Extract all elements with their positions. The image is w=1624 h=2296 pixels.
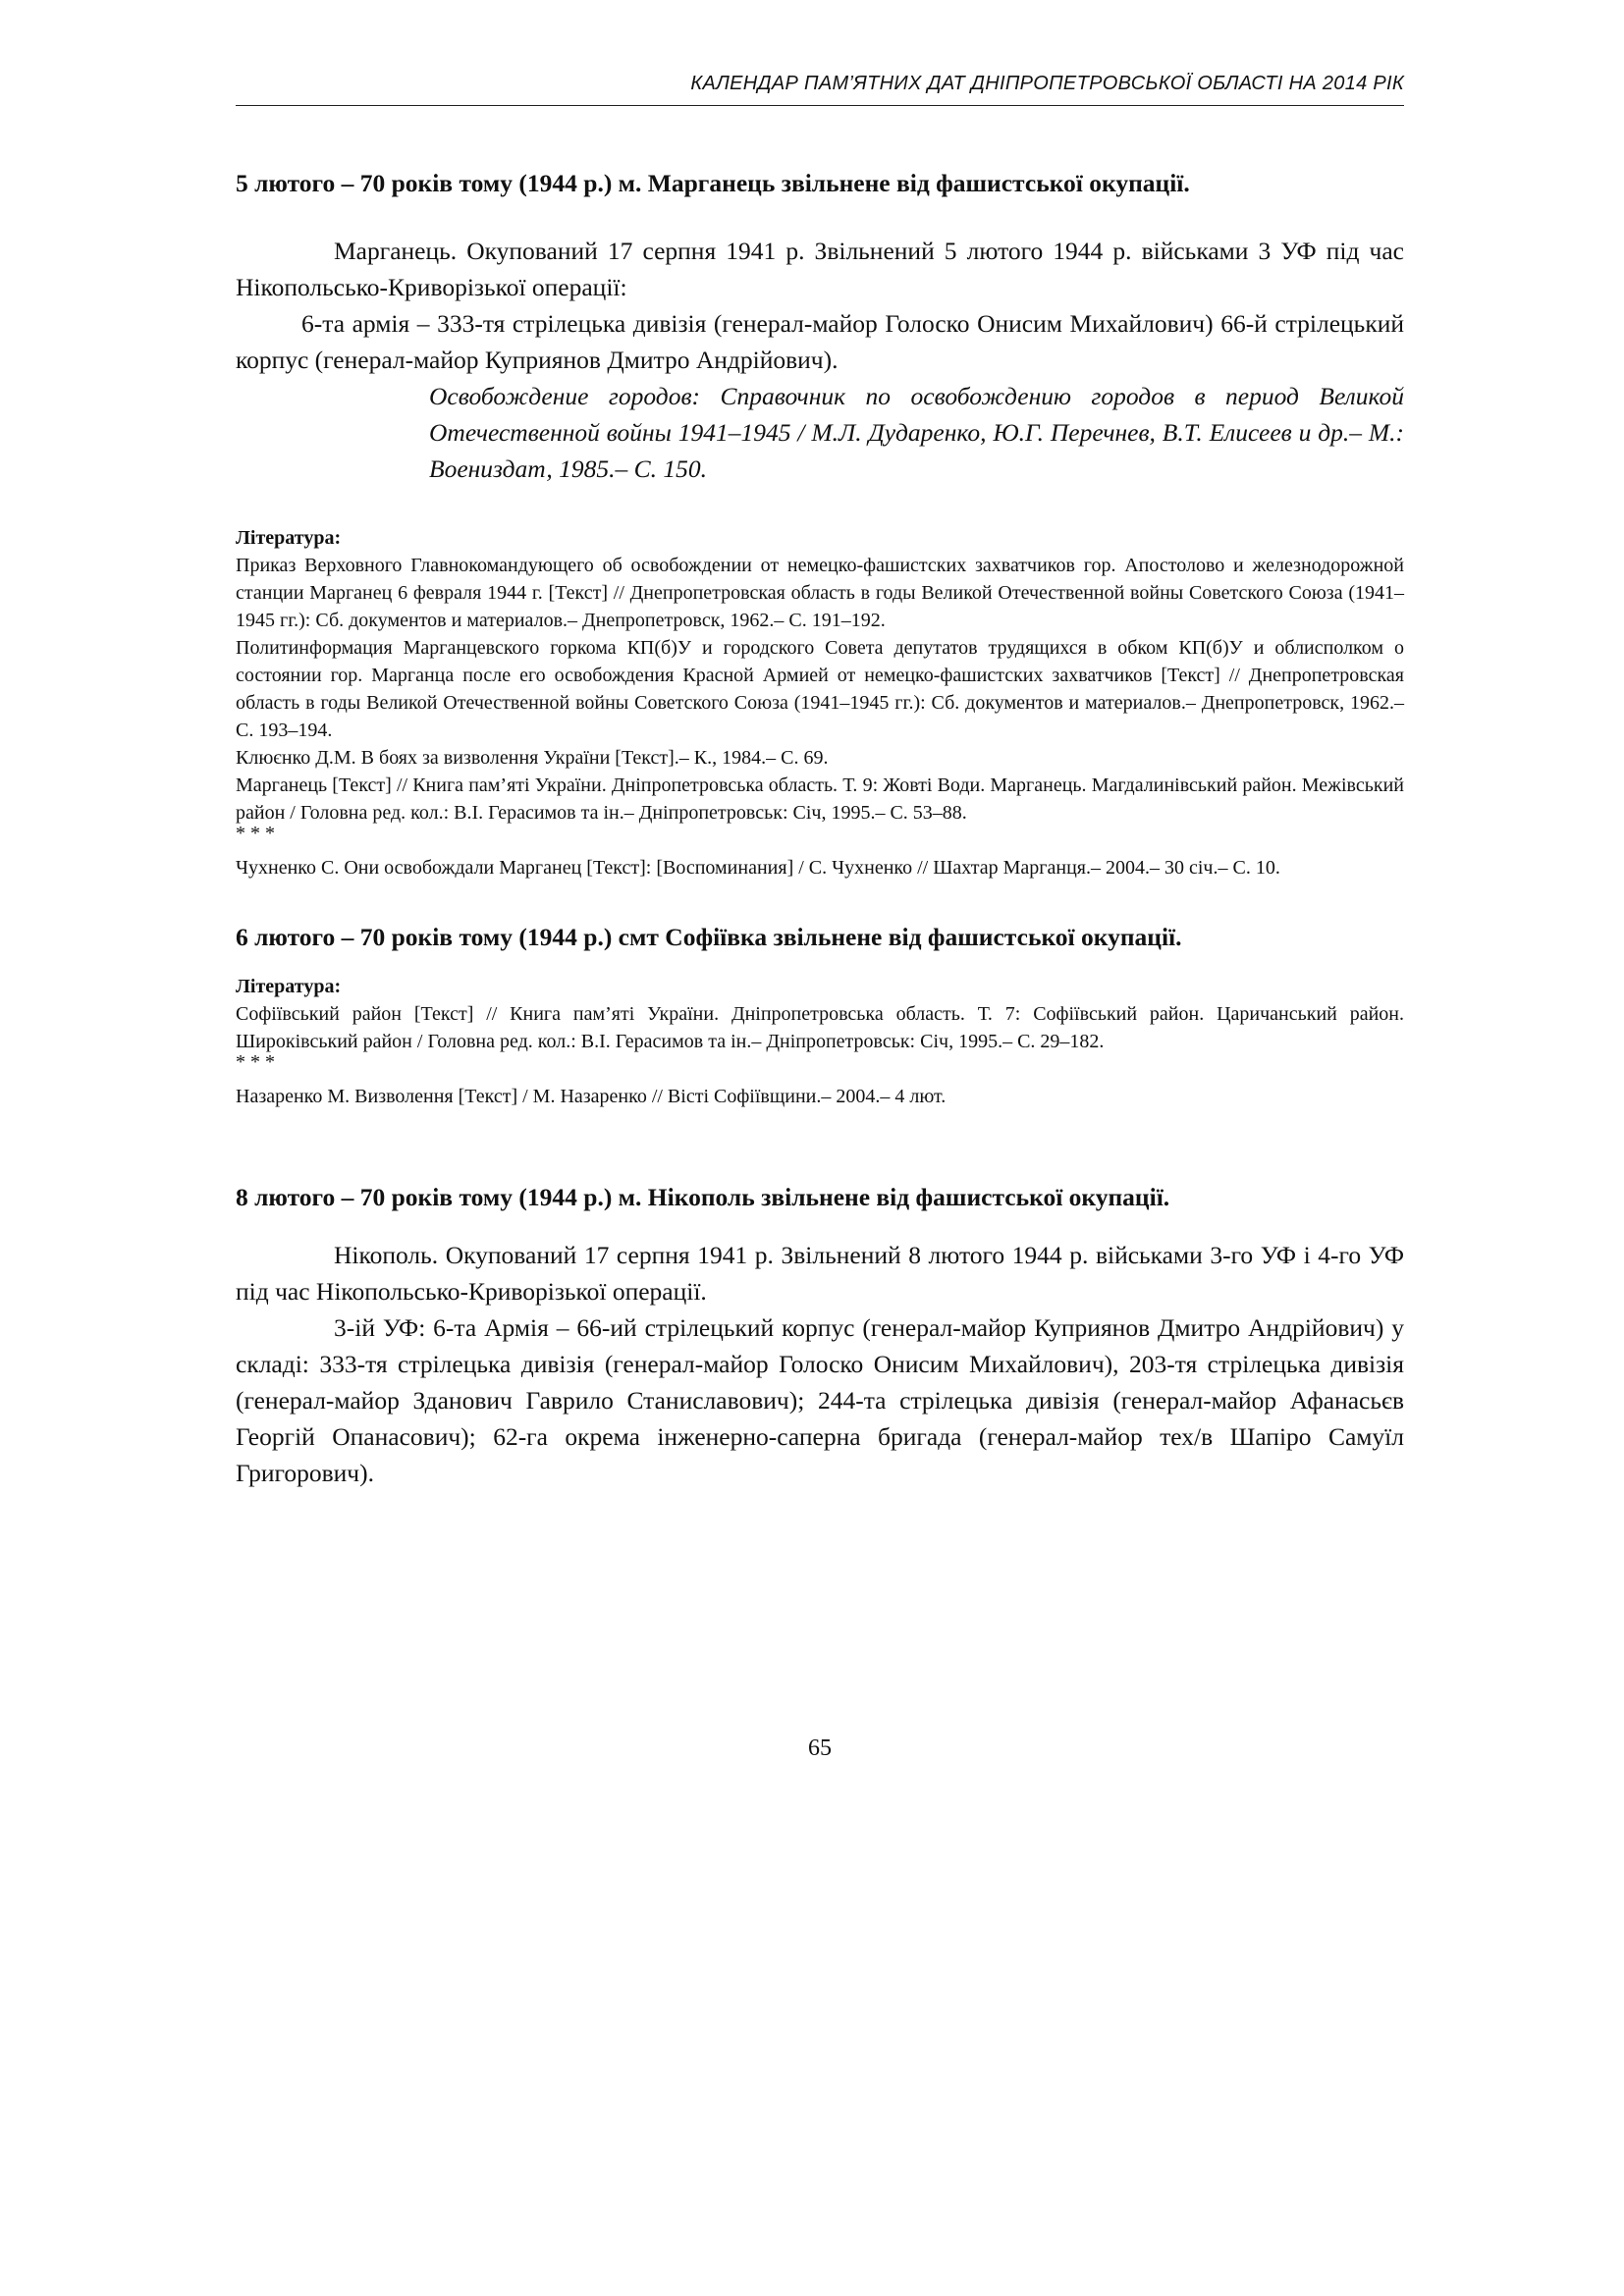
literature-item: Софіївський район [Текст] // Книга пам’яті України. Дніпропетровська область. Т. 7: Софіївський район. Царичанський район. Широківський район / Головна ред. кол.: В.І. Герасимов та ін.– Дніпропетровськ: Січ, 1995.– С. 29–182. [236,1003,1404,1052]
source-citation: Освобождение городов: Справочник по освобождению городов в период Великой Отечественной войны 1941–1945 / М.Л. Дударенко, Ю.Г. Перечнев, В.Т. Елисеев и др.– М.: Воениздат, 1985.– С. 150. [429,382,1404,483]
section-heading-nikopol: 8 лютого – 70 років тому (1944 р.) м. Нікополь звільнене від фашистської окупації. [236,1183,1170,1211]
literature-item: Политинформация Марганцевского горкома КП(б)У и городского Совета депутатов трудящихся в обком КП(б)У и облисполком о состоянии гор. Марганца после его освобождения Красной Армией от немецко-фашистских захватчиков [Текст] // Днепропетровская область в годы Великой Отечественной войны Советского Союза (1941–1945 гг.): Сб. документов и материалов.– Днепропетровск, 1962.– С. 193–194. [236,637,1404,741]
literature-title: Література: [236,976,342,997]
separator: * * * [236,823,275,844]
page-content [236,165,1404,1491]
paragraph: Нікополь. Окупований 17 серпня 1941 р. Звільнений 8 лютого 1944 р. військами 3-го УФ і 4-го УФ під час Нікопольсько-Криворізької операції. [236,1241,1404,1306]
running-header: КАЛЕНДАР ПАМ’ЯТНИХ ДАТ ДНІПРОПЕТРОВСЬКОЇ ОБЛАСТІ НА 2014 РІК [236,73,1404,106]
literature-item: Приказ Верховного Главнокомандующего об освобождении от немецко-фашистских захватчиков гор. Апостолово и железнодорожной станции Марганец 6 февраля 1944 г. [Текст] // Днепропетровская область в годы Великой Отечественной войны Советского Союза (1941–1945 гг.): Сб. документов и материалов.– Днепропетровск, 1962.– С. 191–192. [236,555,1404,631]
literature-item: Марганець [Текст] // Книга пам’яті України. Дніпропетровська область. Т. 9: Жовті Води. Марганець. Магдалинівський район. Межівський район / Головна ред. кол.: В.І. Герасимов та ін.– Дніпропетровськ: Січ, 1995.– С. 53–88. [236,774,1404,824]
paragraph: 6-та армія – 333-тя стрілецька дивізія (генерал-майор Голоско Онисим Михайлович) 66-й стрілецький корпус (генерал-майор Куприянов Дмитро Андрійович). [236,309,1404,374]
section-heading-sofiivka: 6 лютого – 70 років тому (1944 р.) смт Софіївка звільнене від фашистської окупації. [236,923,1182,951]
separator: * * * [236,1051,275,1073]
literature-title: Література: [236,527,342,549]
literature-item: Назаренко М. Визволення [Текст] / М. Назаренко // Вісті Софіївщини.– 2004.– 4 лют. [236,1086,947,1107]
paragraph: Марганець. Окупований 17 серпня 1941 р. Звільнений 5 лютого 1944 р. військами 3 УФ під час Нікопольсько-Криворізької операції: [236,237,1404,301]
page-number: 65 [808,1735,832,1761]
section-heading-marhanets: 5 лютого – 70 років тому (1944 р.) м. Марганець звільнене від фашистської окупації. [236,169,1190,197]
paragraph: 3-ій УФ: 6-та Армія – 66-ий стрілецький корпус (генерал-майор Куприянов Дмитро Андрійович) у складі: 333-тя стрілецька дивізія (генерал-майор Голоско Онисим Михайлович), 203-тя стрілецька дивізія (генерал-майор Зданович Гаврило Станиславович); 244-та стрілецька дивізія (генерал-майор Афанасьєв Георгій Опанасович); 62-га окрема інженерно-саперна бригада (генерал-майор тех/в Шапіро Самуїл Григорович). [236,1313,1404,1487]
literature-item: Клюєнко Д.М. В боях за визволення України [Текст].– К., 1984.– С. 69. [236,747,829,769]
literature-item: Чухненко С. Они освобождали Марганец [Текст]: [Воспоминания] / С. Чухненко // Шахтар Марганця.– 2004.– 30 січ.– С. 10. [236,857,1280,879]
